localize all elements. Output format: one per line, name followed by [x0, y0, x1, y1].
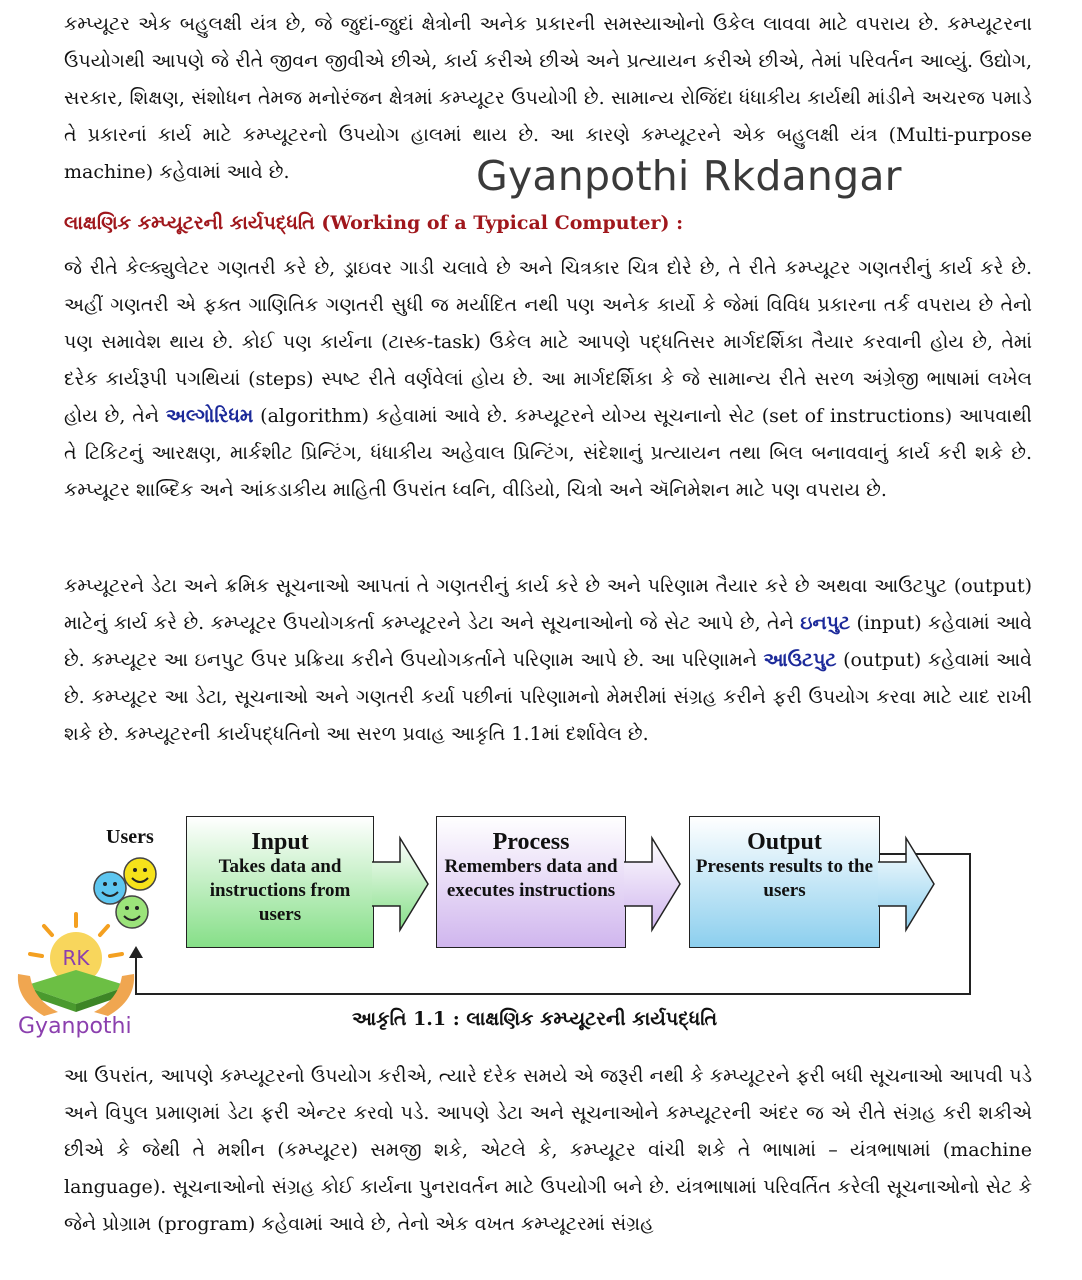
section-heading: લાક્ષણિક કમ્પ્યૂટરની કાર્યપદ્ધતિ (Working of a Typical Computer) : — [64, 212, 684, 234]
users-label: Users — [106, 826, 154, 848]
keyword-output: આઉટપુટ — [763, 649, 837, 671]
output-description: Presents results to the users — [695, 856, 874, 901]
process-title: Process — [492, 829, 570, 855]
computer-working-diagram — [0, 806, 1082, 1006]
output-box — [689, 816, 880, 948]
figure-caption: આકૃતિ 1.1 : લાક્ષણિક કમ્પ્યૂટરની કાર્યપદ્ધતિ — [352, 1008, 718, 1030]
arrow-process-to-output-icon — [624, 834, 684, 934]
paragraph-io-part-c: (output) કહેવામાં આવે છે. કમ્પ્યૂટર આ ડેટા, સૂચનાઓ અને ગણતરી કર્યા પછીનાં પરિણામનો મેમરીમાં સંગ્રહ કરીને ફરી ઉપયોગ કરવા માટે યાદ રાખી શકે છે. કમ્પ્યૂટરની કાર્યપદ્ધતિનો આ સરળ પ્રવાહ આકૃતિ 1.1માં દર્શાવેલ છે. — [64, 649, 1032, 745]
paragraph-storage: આ ઉપરાંત, આપણે કમ્પ્યૂટરનો ઉપયોગ કરીએ, ત્યારે દરેક સમયે એ જરૂરી નથી કે કમ્પ્યૂટરને ફરી બધી સૂચનાઓ આપવી પડે અને વિપુલ પ્રમાણમાં ડેટા ફરી એન્ટર કરવો પડે. આપણે ડેટા અને સૂચનાઓને કમ્પ્યૂટરની અંદર જ એ રીતે સંગ્રહ કરી શકીએ છીએ કે જેથી તે મશીન (કમ્પ્યૂટર) સમજી શકે, એટલે કે, કમ્પ્યૂટર વાંચી શકે તે ભાષામાં – યંત્રભાષામાં (machine language). સૂચનાઓનો સંગ્રહ કોઈ કાર્યના પુનરાવર્તન માટે ઉપયોગી બને છે. યંત્રભાષામાં પરિવર્તિત કરેલી સૂચનાઓનો સેટ કે જેને પ્રોગ્રામ (program) કહેવામાં આવે છે, તેનો એક વખત કમ્પ્યૂટરમાં સંગ્રહ — [64, 1065, 1032, 1235]
paragraph-io-part-a: કમ્પ્યૂટરને ડેટા અને ક્રમિક સૂચનાઓ આપતાં તે ગણતરીનું કાર્ય કરે છે અને પરિણામ તૈયાર કરે છે અથવા આઉટપુટ (output) માટેનું કાર્ય કરે છે. કમ્પ્યૂટર ઉપયોગકર્તા કમ્પ્યૂટરને ડેટા અને સૂચનાઓનો જે સેટ આપે છે, તેને — [64, 575, 1032, 634]
output-title: Output — [747, 829, 822, 855]
arrow-input-to-process-icon — [372, 834, 432, 934]
paragraph-working-part-b: (algorithm) કહેવામાં આવે છે. કમ્પ્યૂટરને યોગ્ય સૂચનાનો સેટ (set of instructions) આપવાથી તે ટિકિટનું આરક્ષણ, માર્કશીટ પ્રિન્ટિંગ, ધંધાકીય અહેવાલ પ્રિન્ટિંગ, સંદેશાનું પ્રત્યાયન તથા બિલ બનાવવાનું કાર્ય કરી શકે છે. કમ્પ્યૂટર શાબ્દિક અને આંકડાકીય માહિતી ઉપરાંત ધ્વનિ, વીડિયો, ચિત્રો અને ઍનિમેશન માટે પણ વપરાય છે. — [64, 405, 1032, 501]
paragraph-input-output — [64, 568, 1032, 753]
input-box — [186, 816, 374, 948]
watermark-text: Gyanpothi Rkdangar — [476, 152, 902, 200]
keyword-input: ઇનપુટ — [800, 612, 850, 634]
logo-initials: RK — [62, 946, 90, 970]
process-description: Remembers data and executes instructions — [444, 856, 618, 901]
arrow-output-icon — [878, 834, 938, 934]
keyword-algorithm: અલ્ગોરિધમ — [165, 405, 254, 427]
paragraph-intro: કમ્પ્યૂટર એક બહુલક્ષી યંત્ર છે, જે જુદાં-જુદાં ક્ષેત્રોની અનેક પ્રકારની સમસ્યાઓનો ઉકેલ લાવવા માટે વપરાય છે. કમ્પ્યૂટરના ઉપયોગથી આપણે જે રીતે જીવન જીવીએ છીએ, કાર્ય કરીએ છીએ અને પ્રત્યાયન કરીએ છીએ, તેમાં પરિવર્તન આવ્યું. ઉદ્યોગ, સરકાર, શિક્ષણ, સંશોધન તેમજ મનોરંજન ક્ષેત્રમાં કમ્પ્યૂટર ઉપયોગી છે. સામાન્ય રોજિંદા ધંધાકીય કાર્યથી માંડીને અચરજ પમાડે તે પ્રકારનાં કાર્ય માટે કમ્પ્યૂટરનો ઉપયોગ હાલમાં થાય છે. આ કારણે કમ્પ્યૂટરને એક બહુલક્ષી યંત્ર (Multi-purpose machine) કહેવામાં આવે છે. — [64, 13, 1032, 183]
input-title: Input — [251, 829, 309, 855]
paragraph-io-part-b: (input) કહેવામાં આવે છે. કમ્પ્યૂટર આ ઇનપુટ ઉપર પ્રક્રિયા કરીને ઉપયોગકર્તાને પરિણામ આપે છે. આ પરિણામને — [64, 612, 1032, 671]
paragraph-working-part-a: જે રીતે કેલ્ક્યુલેટર ગણતરી કરે છે, ડ્રાઇવર ગાડી ચલાવે છે અને ચિત્રકાર ચિત્ર દોરે છે, તે રીતે કમ્પ્યૂટર ગણતરીનું કાર્ય કરે છે. અહીં ગણતરી એ ફક્ત ગાણિતિક ગણતરી સુધી જ મર્યાદિત નથી પણ અનેક કાર્યો કે જેમાં વિવિધ પ્રકારના તર્ક વપરાય છે તેનો પણ સમાવેશ થાય છે. કોઈ પણ કાર્યના (ટાસ્ક-task) ઉકેલ માટે આપણે પદ્ધતિસર માર્ગદર્શિકા તૈયાર કરવાની હોય છે, તેમાં દરેક કાર્યરૂપી પગથિયાં (steps) સ્પષ્ટ રીતે વર્ણવેલાં હોય છે. આ માર્ગદર્શિકા કે જે સામાન્ય રીતે સરળ અંગ્રેજી ભાષામાં લખેલ હોય છે, તેને — [64, 257, 1032, 427]
input-description: Takes data and instructions from users — [209, 856, 351, 925]
process-box — [436, 816, 626, 948]
paragraph-working — [64, 250, 1032, 509]
logo-text: Gyanpothi — [18, 1014, 132, 1039]
